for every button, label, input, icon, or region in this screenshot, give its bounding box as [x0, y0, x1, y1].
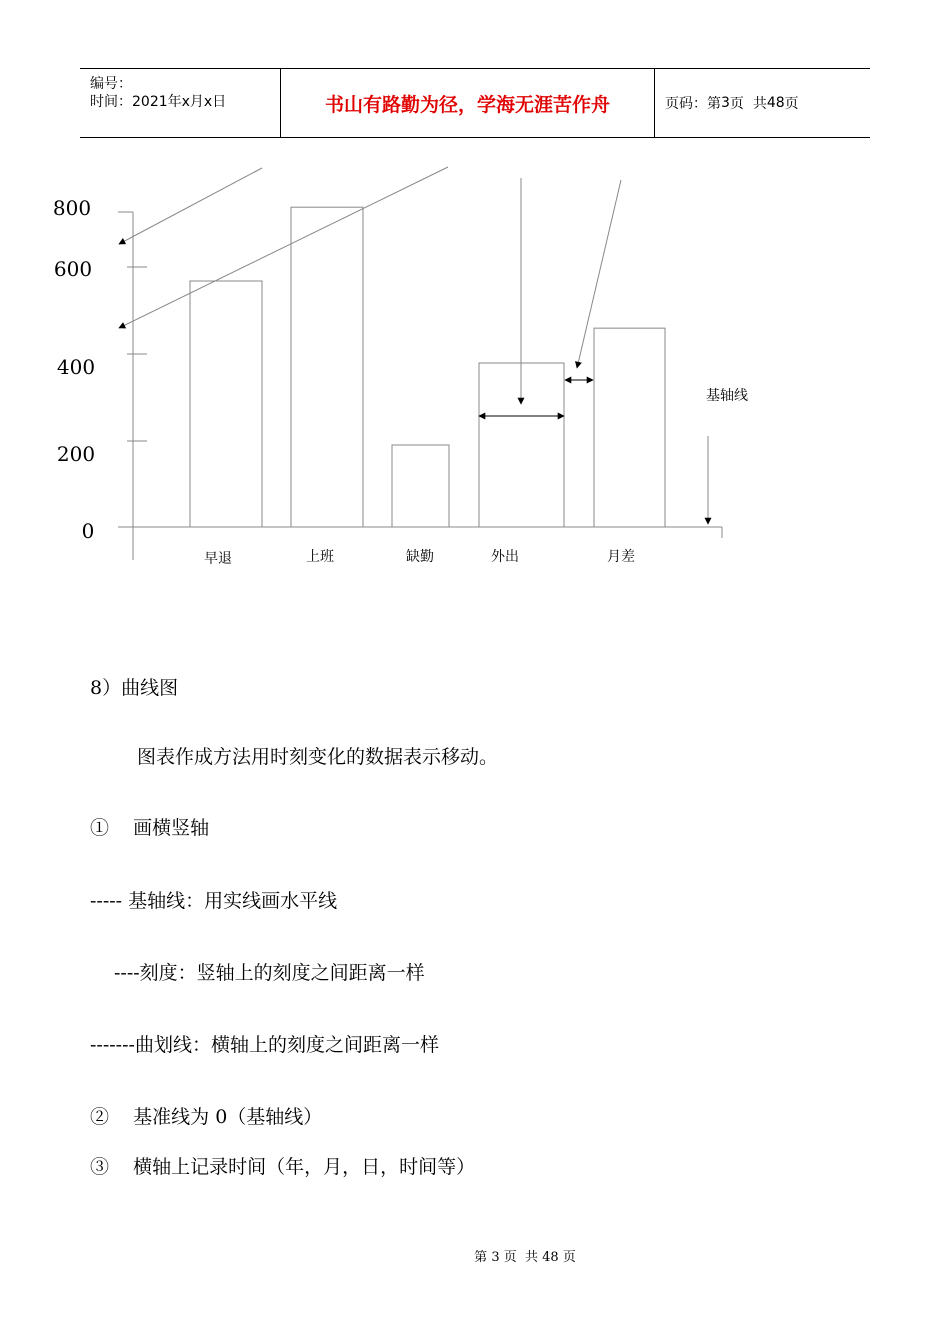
- code-label: 编号：: [90, 76, 132, 92]
- page-mid: 页 共: [729, 96, 767, 112]
- y-tick-labels: [53, 196, 95, 543]
- page-footer: [0, 1246, 950, 1265]
- annotation-line: [119, 167, 448, 328]
- bar-5: [594, 328, 665, 527]
- y-tick-label: 600: [53, 257, 93, 281]
- footer-page-number: 3: [491, 1250, 500, 1265]
- y-tick-label: 800: [52, 196, 92, 220]
- y-tick-label: 400: [56, 355, 96, 379]
- page-total: 48: [766, 95, 785, 111]
- header-page-info: [655, 69, 880, 137]
- bar-1: [190, 281, 262, 527]
- x-tick-label: 上班: [306, 549, 334, 565]
- footer-total: 48: [542, 1250, 559, 1265]
- list-item: ② 基准线为 0（基轴线）: [90, 1106, 323, 1128]
- bar-3: [392, 445, 449, 527]
- header-left-cell: [80, 69, 280, 137]
- x-tick-label: 月差: [607, 549, 635, 565]
- list-item: ----- 基轴线：用实线画水平线: [90, 890, 338, 912]
- page-suffix: 页: [784, 96, 799, 112]
- time-label: 时间：2021年x月x日: [90, 94, 227, 110]
- bars-group: [190, 207, 665, 527]
- y-tick-label: 200: [56, 442, 96, 466]
- footer-prefix: 第: [474, 1250, 488, 1265]
- annotation-line: [119, 168, 262, 244]
- baseline-annotation: 基轴线: [706, 388, 748, 404]
- list-item: ----刻度：竖轴上的刻度之间距离一样: [114, 962, 425, 984]
- x-tick-label: 缺勤: [406, 549, 434, 565]
- annotation-line: [577, 180, 621, 368]
- list-item: ③ 横轴上记录时间（年，月，日，时间等）: [90, 1156, 476, 1178]
- x-tick-label: 外出: [491, 549, 519, 565]
- footer-suffix: 页: [562, 1250, 576, 1265]
- paragraph: 图表作成方法用时刻变化的数据表示移动。: [137, 746, 499, 768]
- list-item: ① 画横竖轴: [90, 817, 210, 839]
- x-tick-label: 早退: [204, 551, 232, 567]
- list-item: -------曲划线：横轴上的刻度之间距离一样: [90, 1034, 439, 1056]
- page-prefix: 页码：第: [665, 96, 721, 112]
- page-number: 3: [721, 95, 730, 111]
- footer-mid: 页 共: [503, 1250, 538, 1265]
- bar-chart: [0, 160, 950, 580]
- motto: 书山有路勤为径，学海无涯苦作舟: [280, 69, 655, 137]
- bar-2: [291, 207, 363, 527]
- x-tick-labels: [204, 548, 635, 567]
- page-header: [80, 68, 870, 138]
- y-tick-label: 0: [81, 519, 95, 543]
- section-heading: 8）曲线图: [90, 677, 179, 699]
